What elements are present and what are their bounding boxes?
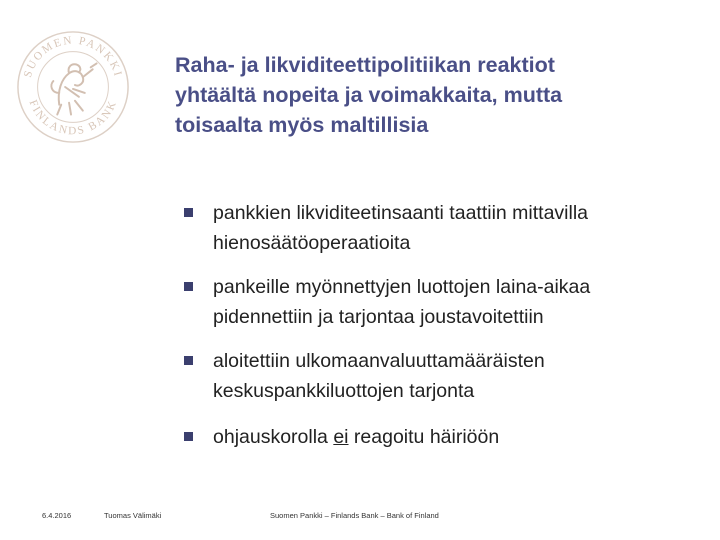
list-item [184, 272, 590, 332]
footer-author: Tuomas Välimäki [104, 511, 162, 520]
slide-title [175, 50, 695, 140]
svg-text:FINLANDS BANK: FINLANDS BANK [26, 98, 120, 138]
list-item [184, 346, 545, 406]
bullet-square-icon [184, 356, 193, 365]
bullet-square-icon [184, 432, 193, 441]
bullet-text-line: aloitettiin ulkomaanvaluuttamääräisten [213, 350, 545, 372]
title-line-2: yhtäältä nopeita ja voimakkaita, mutta [175, 83, 563, 107]
footer-date: 6.4.2016 [42, 511, 72, 520]
bullet-text-before: ohjauskorolla [213, 426, 334, 448]
bullet-text-line: keskuspankkiluottojen tarjonta [213, 380, 475, 402]
bullet-square-icon [184, 282, 193, 291]
bullet-text-line: hienosäätöoperaatioita [213, 232, 411, 254]
bullet-text-line: pankkien likviditeetinsaanti taattiin mittavilla [213, 202, 589, 224]
list-item [184, 198, 588, 258]
svg-text:SUOMEN PANKKI: SUOMEN PANKKI [21, 34, 125, 79]
list-item [184, 422, 499, 452]
bullet-text-line: pankeille myönnettyjen luottojen laina-aikaa [213, 276, 591, 298]
title-line-1: Raha- ja likviditeettipolitiikan reaktiot [175, 53, 555, 77]
bullet-text-line: pidennettiin ja tarjontaa joustavoitettiin [213, 306, 544, 328]
lion-emblem-icon [14, 28, 132, 146]
bullet-text-after: reagoitu häiriöön [348, 426, 500, 448]
footer-organization: Suomen Pankki – Finlands Bank – Bank of Finland [270, 511, 439, 520]
title-line-3: toisaalta myös maltillisia [175, 113, 429, 137]
bullet-text-emphasis: ei [333, 426, 349, 448]
bullet-square-icon [184, 208, 193, 217]
bullet-text-line [213, 422, 499, 452]
